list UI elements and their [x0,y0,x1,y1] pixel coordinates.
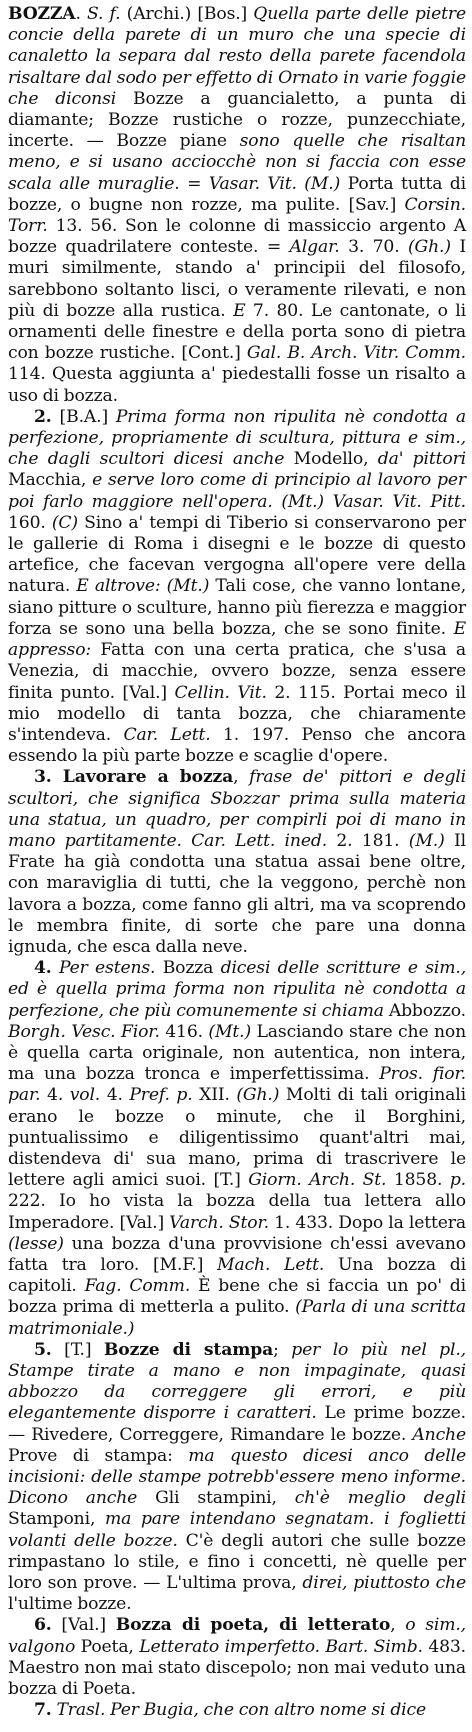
italic-text: Vasar. Vit. (M.) [208,173,341,194]
entry-bozza-3 [8,767,466,958]
body-text: , [390,1615,406,1636]
body-text: 114. Questa aggiunta a' piedestalli fosse un risalto a uso di bozza. [8,364,466,406]
body-text: Abbozzo. [383,1000,467,1021]
body-text: Macchia, [8,470,93,491]
italic-text: Borgh. Vesc. Fior. [8,1021,160,1042]
body-text: una bozza d'una provvisione ch'essi avevano fatta tra loro. [M.F.] [8,1233,466,1275]
italic-text: da' pittori [377,449,466,470]
entry-bozza-5 [8,1340,466,1616]
body-text: ; [273,1339,292,1360]
body-text: I muri similmente, stando a' principii del filosofo, sarebbono soltanto lisci, o veramente rilevati, e non più di bozze alla rustica. [8,237,467,321]
bold-text: BOZZA [8,4,76,24]
italic-text: dicesi delle scritture e sim., ed è quella prima forma non ripulita nè condotta a perfezione, che più comunemente si chiama [8,958,467,1021]
body-text: 1858. [386,1170,450,1191]
italic-text: (M.) [408,830,445,851]
body-text: Stamponi, [8,1509,105,1530]
body-text: [Val.] [51,1615,116,1636]
body-text: Gli stampini, [137,1488,295,1509]
body-text: 2. 181. [327,830,409,851]
italic-text: Car. Lett. [123,724,211,745]
italic-text: Per estens. [58,958,156,979]
body-text: Il Frate ha già condotta una statua assai bene oltre, con maraviglia di tutti, che la veggono, perchè non lavora a bozza, come fanno gli altri, ma va scoprendo le membra finite, di sorte che pare una donna ignuda, che esca dalla neve. [8,830,466,957]
bold-text: Bozza di poeta, di letterato [115,1615,391,1636]
entry-bozza-4 [8,958,466,1340]
italic-text: Letterato imperfetto. Bart. Simb. [139,1636,423,1657]
italic-text: E appresso: [8,618,466,661]
body-text: 222. Io ho vista la bozza della tua lettera allo Imperadore. [Val.] [8,1191,466,1233]
italic-text: Pref. p. [129,1085,193,1106]
italic-text: Mach. Lett. [217,1254,325,1275]
italic-text: frase de' pittori e degli scultori, che significa Sbozzar prima sulla materia una statua, un quadro, per compirli poi di mano in mano partitamente. Car. Lett. ined. [8,767,466,851]
body-text: Molti di tali originali erano le bozze o minute, che il Borghini, puntualissimo e diligentissimo quant'altri mai, distendeva di' sua mano, prima di trascrivere le lettere agli amici suoi. [T.] [8,1085,466,1191]
body-text: Bozza [155,958,221,979]
body-text: 160. [8,512,52,533]
bold-text: 2. [34,406,52,427]
body-text: Fatta con una certa pratica, che s'usa a Venezia, di macchie, ovvero bozze, senza essere finita punto. [Val.] [8,640,466,703]
bold-text: 5. [34,1339,52,1360]
italic-text: E altrove: (Mt.) [76,576,210,597]
bold-text: 7. [34,1700,52,1721]
italic-text: (Gh.) [407,237,451,258]
dictionary-page [8,4,466,1721]
bold-text: Bozze di stampa [103,1339,274,1360]
italic-text: Corsin. Torr. [8,194,466,237]
italic-text: vol. [69,1085,101,1106]
body-text: 1. 197. Penso che ancora essendo la più parte bozze e scaglie d'opere. [8,724,466,767]
italic-text: Anche [412,1424,466,1445]
italic-text: (Parla di una scritta matrimoniale.) [8,1297,466,1339]
italic-text: p. [449,1170,466,1191]
italic-text: Varch. Stor. [169,1212,269,1233]
body-text: 13. 56. Son le colonne di massiccio argento A bozze quadrilatere conteste. = [8,216,466,258]
italic-text: (C) [51,512,78,533]
body-text: Lasciando stare che non è quella carta originale, non autentica, non intera, ma una bozza tronca e imperfettissima. [8,1021,466,1085]
body-text: [T.] [51,1339,104,1360]
italic-text: S. f. [87,4,121,24]
italic-text: Trasl. Per Bugia, che con altro nome si dice [56,1700,427,1721]
body-text: C'è degli autori che sulle bozze rimpastano lo stile, e fino i concetti, nè quelle per loro son prove. — L'ultima prova, [8,1530,467,1594]
body-text: l'ultime bozze. [8,1594,132,1615]
italic-text: (Gh.) [236,1085,280,1106]
italic-text: Algar. [289,237,340,258]
italic-text: Cellin. Vit. [174,682,267,703]
body-text: 416. [159,1021,209,1042]
italic-text: per lo più nel pl., Stampe tirate a mano e non impaginate, quasi abbozzo da correggere gli errori, e più elegantemente disporre i caratteri. [8,1339,466,1424]
italic-text: sono quelle che risaltan meno, e si usano acciocchè non si faccia con esse scala alle muraglie. [8,131,466,194]
body-text: 7. 80. Le cantonate, o li ornamenti delle finestre e della porta sono di pietra con bozze rustiche. [Cont.] [8,300,466,364]
body-text: 4. [100,1085,130,1106]
entry-bozza-2 [8,407,466,767]
body-text: 3. 70. [339,237,408,258]
body-text: = [179,173,209,194]
body-text: Una bozza di capitoli. [8,1254,466,1297]
body-text: Porta tutta di bozze, o bugne non rozze, ma pulite. [Sav.] [8,173,466,215]
entry-bozza-1 [8,4,466,407]
bold-text: 3. Lavorare a bozza [34,767,234,788]
body-text: Bozze a guancialetto, a punta di diamante; Bozze rustiche o rozze, punzecchiate, incerte. — Bozze piane [8,88,466,152]
italic-text: Gal. B. Arch. Vitr. Comm. [246,343,466,364]
body-text: [B.A.] [51,406,116,427]
body-text: Le prime bozze. — Rivedere, Correggere, Rimandare le bozze. [8,1403,466,1445]
bold-text: 6. [34,1615,52,1636]
body-text: (Archi.) [Bos.] [120,4,254,24]
body-text: È bene che si faccia un po' di bozza prima di metterla a pulito. [8,1276,466,1318]
italic-text: Pros. fior. par. [8,1064,466,1106]
italic-text: E [233,300,246,321]
body-text: Modello, [284,449,378,470]
italic-text: ch'è meglio degli [294,1488,467,1509]
italic-text: ma questo dicesi anco delle incisioni: delle stampe potrebb'essere meno informe. Dicono anche [8,1445,466,1509]
body-text: Tali cose, che vanno lontane, siano pitture o sculture, hanno più fierezza e maggior forza se sono una bella bozza, che se sono finite. [8,576,467,639]
body-text: 2. 115. Portai meco il mio modello di tanta bozza, che chiaramente s'intendeva. [8,682,466,745]
italic-text: Quella parte delle pietre concie della parete di un muro che una specie di canaletto la separa dal resto della parete facendola risaltare dal sodo per effetto di Ornato in varie foggie che diconsi [8,4,466,109]
bold-text: 4. [34,958,52,979]
body-text: 1. 433. Dopo la lettera [268,1212,466,1233]
italic-text: (lesse) [8,1233,64,1254]
italic-text: e serve loro come di principio al lavoro per poi farlo maggiore nell'opera. (Mt.) Vasar. Vit. Pitt. [8,470,466,512]
italic-text: ma pare intendano segnatam. i foglietti volanti delle bozze. [8,1509,466,1551]
italic-text: (Mt.) [208,1021,252,1042]
italic-text: o sim., valgono [8,1615,466,1657]
body-text [52,958,59,978]
body-text: . [75,4,88,24]
italic-text: Giorn. Arch. St. [248,1170,387,1191]
entry-bozza-6 [8,1615,466,1700]
italic-text: Prima forma non ripulita nè condotta a perfezione, propriamente di scultura, pittura e sim., che dagli scultori dicesi anche [8,406,466,470]
body-text: Sino a' tempi di Tiberio si conservarono per le gallerie di Roma i disegni e le bozze di questo artefice, che facevan vergogna all'opere vere della natura. [8,512,467,597]
body-text: 483. Maestro non mai stato discepolo; non mai veduto una bozza di Poeta. [8,1636,466,1700]
body-text: Poeta, [75,1636,140,1657]
body-text: , [233,767,250,788]
entry-bozza-7 [8,1700,466,1721]
italic-text: direi, piuttosto che [302,1573,466,1594]
italic-text: Fag. Comm. [84,1276,191,1297]
body-text: XII. [192,1085,237,1106]
body-text: Prove di stampa: [8,1445,189,1466]
body-text: 4. [40,1085,70,1106]
